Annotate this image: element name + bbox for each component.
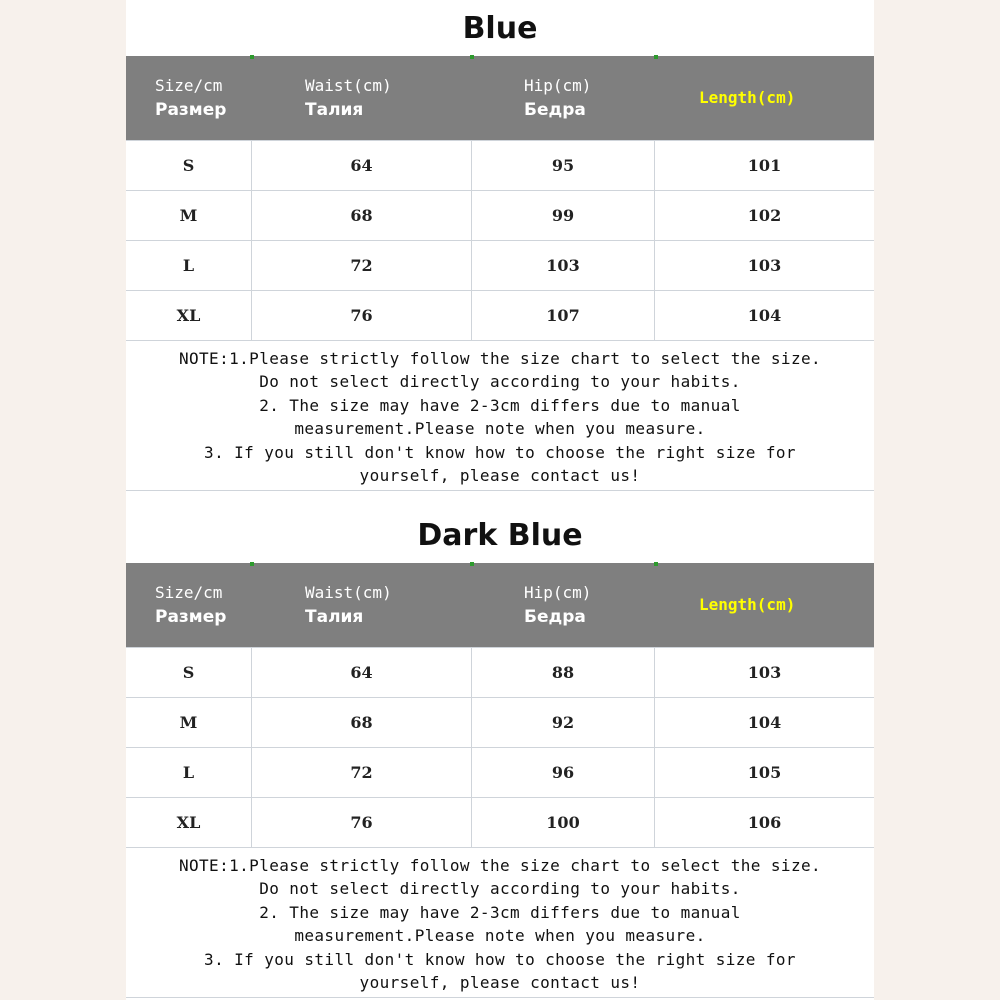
size-cell: L <box>126 748 252 797</box>
hip-column-header: Hip(cm) Бедра <box>524 583 592 627</box>
waist-cell: 64 <box>252 648 472 697</box>
note-line: measurement.Please note when you measure. <box>294 419 706 439</box>
table-body <box>126 647 874 848</box>
length-cell: 101 <box>747 156 782 175</box>
table-row <box>126 647 874 698</box>
waist-cell: 72 <box>252 241 472 290</box>
length-cell: 102 <box>747 206 782 225</box>
length-cell: 103 <box>747 663 782 682</box>
note-line: NOTE:1.Please strictly follow the size chart to select the size. <box>178 856 822 875</box>
table-row <box>126 698 874 748</box>
size-column-header: Size/cm Размер <box>155 583 227 627</box>
hip-cell: 92 <box>472 698 655 747</box>
waist-cell: 68 <box>252 191 472 240</box>
note-line: 2. The size may have 2-3cm differs due to manual <box>259 902 741 922</box>
length-cell: 103 <box>747 256 782 275</box>
length-column-header: Length(cm) <box>699 88 796 107</box>
table-row <box>126 241 874 291</box>
dark-blue-size-section <box>126 507 874 998</box>
waist-cell: 72 <box>252 748 472 797</box>
waist-cell: 64 <box>252 141 472 190</box>
section-title: Blue <box>462 10 538 46</box>
blue-size-section <box>126 0 874 491</box>
length-column-header: Length(cm) <box>699 595 796 614</box>
table-header <box>126 563 874 647</box>
waist-column-header: Waist(cm) Талия <box>305 76 392 120</box>
length-cell: 104 <box>747 713 782 732</box>
hip-cell: 99 <box>472 191 655 240</box>
note-line: 3. If you still don't know how to choose the right size for <box>204 949 796 969</box>
table-row <box>126 191 874 241</box>
length-cell: 104 <box>747 306 782 325</box>
note-line: measurement.Please note when you measure. <box>294 926 706 946</box>
note-line: 3. If you still don't know how to choose the right size for <box>204 442 796 462</box>
size-cell: M <box>126 191 252 240</box>
hip-cell: 96 <box>472 748 655 797</box>
size-column-header: Size/cm Размер <box>155 76 227 120</box>
table-body <box>126 140 874 341</box>
size-cell: XL <box>126 291 252 340</box>
note-line: Do not select directly according to your habits. <box>259 372 741 392</box>
hip-cell: 107 <box>472 291 655 340</box>
length-cell: 106 <box>747 813 782 832</box>
size-cell: L <box>126 241 252 290</box>
table-row <box>126 748 874 798</box>
hip-cell: 103 <box>472 241 655 290</box>
size-note <box>126 341 874 491</box>
hip-column-header: Hip(cm) Бедра <box>524 76 592 120</box>
waist-cell: 76 <box>252 798 472 847</box>
waist-cell: 68 <box>252 698 472 747</box>
note-line: Do not select directly according to your habits. <box>259 879 741 899</box>
size-cell: S <box>126 648 252 697</box>
size-cell: XL <box>126 798 252 847</box>
length-cell: 105 <box>747 763 782 782</box>
section-title: Dark Blue <box>417 517 583 553</box>
note-line: 2. The size may have 2-3cm differs due to manual <box>259 395 741 415</box>
hip-cell: 100 <box>472 798 655 847</box>
note-line: NOTE:1.Please strictly follow the size chart to select the size. <box>178 349 822 368</box>
waist-cell: 76 <box>252 291 472 340</box>
size-chart-sheet <box>126 0 874 1000</box>
size-note <box>126 848 874 998</box>
table-row <box>126 798 874 848</box>
waist-column-header: Waist(cm) Талия <box>305 583 392 627</box>
table-header <box>126 56 874 140</box>
size-cell: S <box>126 141 252 190</box>
table-row <box>126 140 874 191</box>
hip-cell: 88 <box>472 648 655 697</box>
note-line: yourself, please contact us! <box>359 973 641 993</box>
note-line: yourself, please contact us! <box>359 466 641 486</box>
hip-cell: 95 <box>472 141 655 190</box>
size-cell: M <box>126 698 252 747</box>
table-row <box>126 291 874 341</box>
